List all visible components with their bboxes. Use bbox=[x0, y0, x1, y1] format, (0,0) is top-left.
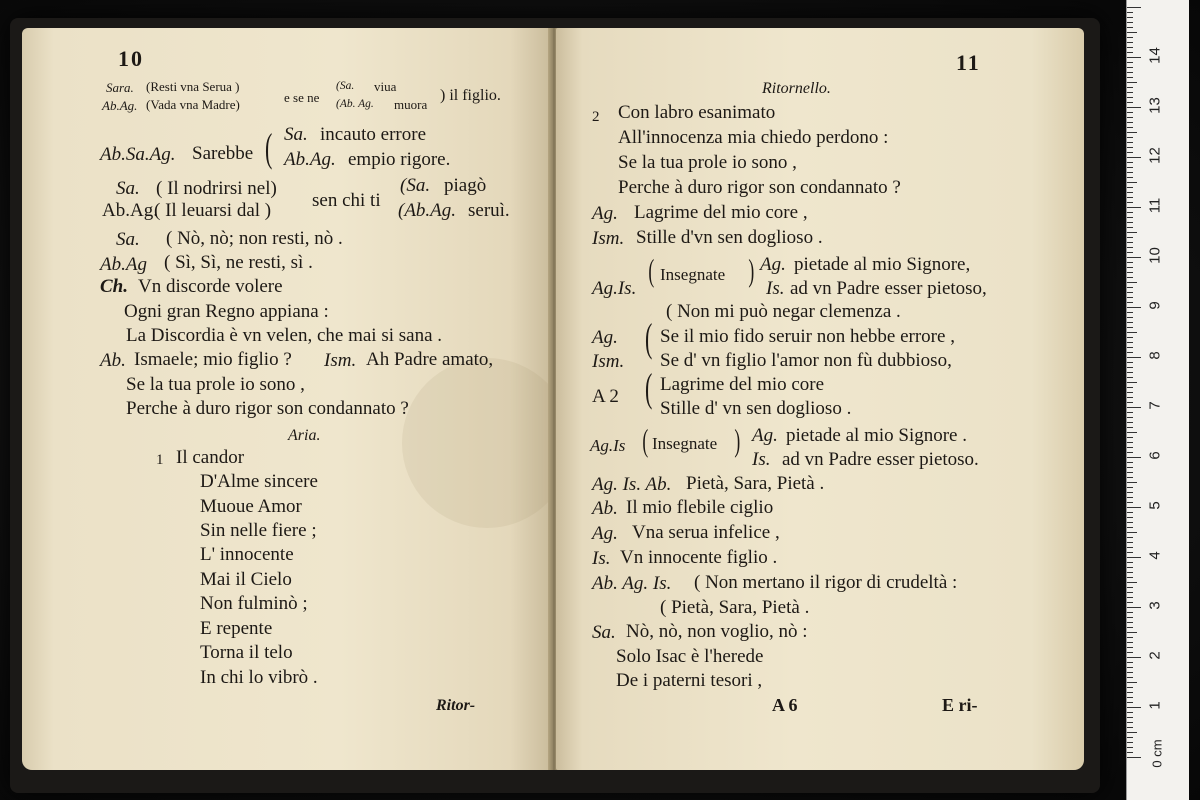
ruler-tick bbox=[1127, 257, 1141, 258]
verse-line: Nò, nò, non voglio, nò : bbox=[626, 621, 808, 642]
ruler-tick bbox=[1127, 587, 1133, 588]
speaker-label: Ag.Is bbox=[590, 436, 626, 455]
ruler-number: 8 bbox=[1146, 351, 1164, 360]
ruler-number: 9 bbox=[1146, 301, 1164, 310]
ruler-tick bbox=[1127, 192, 1133, 193]
ruler-tick bbox=[1127, 92, 1133, 93]
ruler-tick bbox=[1127, 352, 1133, 353]
verse-line: empio rigore. bbox=[348, 149, 451, 170]
ruler-tick bbox=[1127, 392, 1133, 393]
speaker-label: Sa. bbox=[116, 229, 140, 250]
ruler-tick bbox=[1127, 657, 1141, 658]
verse-line: sen chi ti bbox=[312, 190, 381, 211]
ruler-tick bbox=[1127, 47, 1133, 48]
verse-line: (Vada vna Madre) bbox=[146, 97, 240, 112]
ruler-tick bbox=[1127, 197, 1133, 198]
ruler-tick bbox=[1127, 397, 1133, 398]
verse-line: ( Sì, Sì, ne resti, sì . bbox=[164, 252, 313, 273]
verse-line: Ismaele; mio figlio ? bbox=[134, 349, 292, 370]
speaker-label: Sara. bbox=[106, 80, 134, 95]
ruler-tick bbox=[1127, 322, 1133, 323]
ruler-tick bbox=[1127, 112, 1133, 113]
ruler-tick bbox=[1127, 302, 1133, 303]
ruler-tick bbox=[1127, 117, 1133, 118]
catchword: Ritor- bbox=[436, 697, 476, 714]
verse-line: ( Pietà, Sara, Pietà . bbox=[660, 597, 810, 618]
speaker-label: Ab.Ag. bbox=[102, 200, 158, 221]
ruler-tick bbox=[1127, 442, 1133, 443]
ruler-tick bbox=[1127, 727, 1133, 728]
ruler-tick bbox=[1127, 722, 1133, 723]
ruler-tick bbox=[1127, 452, 1133, 453]
speaker-label: (Sa. bbox=[336, 80, 355, 92]
ruler-tick bbox=[1127, 477, 1133, 478]
speaker-label: Ch. bbox=[100, 276, 128, 297]
verse-line: Insegnate bbox=[652, 434, 718, 453]
ruler-tick bbox=[1127, 262, 1133, 263]
ruler-tick bbox=[1127, 567, 1133, 568]
ruler-tick bbox=[1127, 377, 1133, 378]
verse-line: Il mio flebile ciglio bbox=[626, 497, 774, 518]
ruler-tick bbox=[1127, 522, 1133, 523]
ruler-tick bbox=[1127, 702, 1133, 703]
ruler-tick bbox=[1127, 167, 1133, 168]
ruler-tick bbox=[1127, 637, 1133, 638]
verse-line: viua bbox=[374, 79, 397, 94]
verse-line: Lagrime del mio core , bbox=[634, 202, 808, 223]
ruler-tick bbox=[1127, 517, 1133, 518]
verse-line: Se la tua prole io sono , bbox=[126, 374, 305, 395]
verse-line: Ah Padre amato, bbox=[366, 349, 494, 370]
ruler-tick bbox=[1127, 732, 1137, 733]
ruler-number: 1 bbox=[1146, 701, 1164, 710]
ruler-tick bbox=[1127, 607, 1141, 608]
paper-stain bbox=[402, 358, 552, 528]
verse-line: Stille d'vn sen doglioso . bbox=[636, 227, 823, 248]
speaker-label: Is. bbox=[592, 548, 611, 569]
speaker-label: Ag. bbox=[752, 425, 778, 446]
verse-line: muora bbox=[394, 97, 428, 112]
ruler-tick bbox=[1127, 437, 1133, 438]
aria-line: Non fulminò ; bbox=[200, 593, 308, 614]
ruler-tick bbox=[1127, 487, 1133, 488]
ruler-tick bbox=[1127, 592, 1133, 593]
verse-line: Stille d' vn sen doglioso . bbox=[660, 398, 852, 419]
ruler-tick bbox=[1127, 612, 1133, 613]
ruler-tick bbox=[1127, 307, 1141, 308]
ruler-tick bbox=[1127, 72, 1133, 73]
aria-line: In chi lo vibrò . bbox=[200, 667, 318, 688]
aria-line: E repente bbox=[200, 618, 273, 639]
ruler-tick bbox=[1127, 252, 1133, 253]
speaker-label: Ab. bbox=[100, 350, 126, 371]
ruler-tick bbox=[1127, 152, 1133, 153]
ruler-tick bbox=[1127, 332, 1137, 333]
verse-line: All'innocenza mia chiedo perdono : bbox=[618, 127, 889, 148]
ruler-tick bbox=[1127, 642, 1133, 643]
ruler-tick bbox=[1127, 372, 1133, 373]
ruler-tick bbox=[1127, 527, 1133, 528]
verse-line: Vna serua infelice , bbox=[632, 522, 780, 543]
ruler-tick bbox=[1127, 292, 1133, 293]
ruler-tick bbox=[1127, 337, 1133, 338]
ruler-tick bbox=[1127, 317, 1133, 318]
ruler-tick bbox=[1127, 467, 1133, 468]
brace: ( bbox=[642, 422, 649, 458]
ruler-tick bbox=[1127, 367, 1133, 368]
ruler-tick bbox=[1127, 747, 1133, 748]
verse-line: ( Nò, nò; non resti, nò . bbox=[166, 228, 343, 249]
ruler-tick bbox=[1127, 137, 1133, 138]
speaker-label: (Ab.Ag. bbox=[398, 200, 457, 221]
speaker-label: Ism. bbox=[324, 350, 357, 371]
ruler-number: 11 bbox=[1146, 197, 1164, 214]
verse-line: Sarebbe bbox=[192, 143, 254, 164]
verse-line: La Discordia è vn velen, che mai si sana . bbox=[126, 325, 443, 346]
right-page bbox=[556, 28, 1084, 770]
ruler-tick bbox=[1127, 147, 1133, 148]
stanza-number: 2 bbox=[592, 109, 600, 125]
verse-line: pietade al mio Signore . bbox=[786, 425, 967, 446]
ruler-tick bbox=[1127, 157, 1141, 158]
ruler-tick bbox=[1127, 692, 1133, 693]
ruler-tick bbox=[1127, 312, 1133, 313]
verse-line: ad vn Padre esser pietoso. bbox=[782, 449, 979, 470]
section-heading: Ritornello. bbox=[762, 80, 831, 97]
ruler-tick bbox=[1127, 102, 1133, 103]
verse-line: Se d' vn figlio l'amor non fù dubbioso, bbox=[660, 350, 952, 371]
ruler-tick bbox=[1127, 662, 1133, 663]
ruler-tick bbox=[1127, 717, 1133, 718]
ruler-tick bbox=[1127, 577, 1133, 578]
verse-line: Vn innocente figlio . bbox=[620, 547, 778, 568]
ruler-tick bbox=[1127, 217, 1133, 218]
ruler-number: 4 bbox=[1146, 551, 1164, 560]
speaker-label: Ag. bbox=[592, 203, 618, 224]
verse-line: Vn discorde volere bbox=[138, 276, 283, 297]
ruler-number: 2 bbox=[1146, 651, 1164, 660]
ruler-tick bbox=[1127, 457, 1141, 458]
ruler-tick bbox=[1127, 287, 1133, 288]
speaker-label: Ab. Ag. Is. bbox=[592, 573, 672, 594]
ruler-tick bbox=[1127, 482, 1137, 483]
aria-line: Torna il telo bbox=[200, 642, 293, 663]
ruler-tick bbox=[1127, 667, 1133, 668]
ruler-tick bbox=[1127, 632, 1137, 633]
ruler-tick bbox=[1127, 67, 1133, 68]
verse-line: ( Non mi può negar clemenza . bbox=[666, 301, 901, 322]
brace: ( bbox=[644, 315, 653, 360]
ruler-tick bbox=[1127, 682, 1137, 683]
speaker-label: Ag. bbox=[592, 327, 618, 348]
brace: ) bbox=[734, 422, 741, 458]
speaker-label: Ism. bbox=[592, 228, 625, 249]
ruler-tick bbox=[1127, 57, 1141, 58]
speaker-label: Sa. bbox=[284, 124, 308, 145]
ruler-tick bbox=[1127, 507, 1141, 508]
ruler-tick bbox=[1127, 172, 1133, 173]
ruler-tick bbox=[1127, 227, 1133, 228]
ruler-tick bbox=[1127, 282, 1137, 283]
ruler-tick bbox=[1127, 212, 1133, 213]
ruler-tick bbox=[1127, 547, 1133, 548]
aria-line: Mai il Cielo bbox=[200, 569, 292, 590]
ruler-tick bbox=[1127, 387, 1133, 388]
ruler-tick bbox=[1127, 7, 1141, 8]
aria-line: Sin nelle fiere ; bbox=[200, 520, 317, 541]
speaker-label: Is. bbox=[766, 278, 785, 299]
verse-line: incauto errore bbox=[320, 124, 427, 145]
ruler-tick bbox=[1127, 27, 1133, 28]
ruler-tick bbox=[1127, 557, 1141, 558]
brace: ( bbox=[644, 365, 653, 410]
stanza-number: 1 bbox=[156, 452, 164, 468]
verse-line: ( Il nodrirsi nel) bbox=[156, 178, 277, 199]
ruler-number: 3 bbox=[1146, 601, 1164, 610]
ruler-tick bbox=[1127, 327, 1133, 328]
ruler-tick bbox=[1127, 182, 1137, 183]
ruler-tick bbox=[1127, 552, 1133, 553]
ruler-tick bbox=[1127, 707, 1141, 708]
verse-line: Ogni gran Regno appiana : bbox=[124, 301, 329, 322]
section-heading: Aria. bbox=[288, 427, 321, 444]
ruler-tick bbox=[1127, 187, 1133, 188]
ruler-tick bbox=[1127, 242, 1133, 243]
verse-line: Insegnate bbox=[660, 265, 726, 284]
speaker-label: (Ab. Ag. bbox=[336, 98, 374, 110]
ruler-tick bbox=[1127, 402, 1133, 403]
speaker-label: Is. bbox=[752, 449, 771, 470]
ruler-tick bbox=[1127, 472, 1133, 473]
page-number-right: 11 bbox=[956, 50, 981, 75]
ruler-tick bbox=[1127, 532, 1137, 533]
ruler-tick bbox=[1127, 87, 1133, 88]
speaker-label: Ag. bbox=[760, 254, 786, 275]
speaker-label: Ab.Ag bbox=[100, 254, 147, 275]
ruler-tick bbox=[1127, 37, 1133, 38]
ruler-tick bbox=[1127, 427, 1133, 428]
ruler-tick bbox=[1127, 232, 1137, 233]
speaker-label: Ag. bbox=[592, 523, 618, 544]
speaker-label: (Sa. bbox=[400, 175, 431, 196]
ruler-tick bbox=[1127, 677, 1133, 678]
ruler-tick bbox=[1127, 17, 1133, 18]
ruler-tick bbox=[1127, 462, 1133, 463]
ruler-number: 13 bbox=[1146, 97, 1164, 114]
verse-line: Perche à duro rigor son condannato ? bbox=[126, 398, 409, 419]
ruler-tick bbox=[1127, 582, 1137, 583]
ruler-tick bbox=[1127, 77, 1133, 78]
page-number-left: 10 bbox=[118, 46, 144, 71]
ruler-number: 10 bbox=[1146, 247, 1164, 264]
ruler-tick bbox=[1127, 32, 1137, 33]
ruler-tick bbox=[1127, 512, 1133, 513]
ruler-tick bbox=[1127, 687, 1133, 688]
ruler-tick bbox=[1127, 647, 1133, 648]
ruler-tick bbox=[1127, 12, 1133, 13]
verse-line: e se ne bbox=[284, 90, 320, 105]
ruler-tick bbox=[1127, 297, 1133, 298]
speaker-label: Ab.Sa.Ag. bbox=[100, 144, 176, 165]
aria-line: L' innocente bbox=[200, 544, 294, 565]
ruler-tick bbox=[1127, 497, 1133, 498]
speaker-label: Ism. bbox=[592, 351, 625, 372]
ruler-tick bbox=[1127, 362, 1133, 363]
ruler-tick bbox=[1127, 122, 1133, 123]
ruler-tick bbox=[1127, 492, 1133, 493]
verse-line: piagò bbox=[444, 175, 487, 196]
left-page bbox=[22, 28, 552, 770]
verse-line: Perche à duro rigor son condannato ? bbox=[618, 177, 901, 198]
ruler-tick bbox=[1127, 737, 1133, 738]
ruler-tick bbox=[1127, 412, 1133, 413]
ruler-tick bbox=[1127, 357, 1141, 358]
speaker-label: A 2 bbox=[592, 386, 619, 407]
speaker-label: Ag.Is. bbox=[592, 278, 637, 299]
speaker-label: Ag. Is. Ab. bbox=[592, 474, 672, 495]
verse-line: Con labro esanimato bbox=[618, 102, 776, 123]
ruler-tick bbox=[1127, 222, 1133, 223]
ruler-tick bbox=[1127, 247, 1133, 248]
ruler-tick bbox=[1127, 22, 1133, 23]
ruler-tick bbox=[1127, 142, 1133, 143]
ruler-tick bbox=[1127, 342, 1133, 343]
ruler-tick bbox=[1127, 542, 1133, 543]
ruler-tick bbox=[1127, 617, 1133, 618]
ruler-tick bbox=[1127, 347, 1133, 348]
ruler-tick bbox=[1127, 652, 1133, 653]
ruler-tick bbox=[1127, 417, 1133, 418]
verse-line: ) il figlio. bbox=[440, 87, 501, 104]
ruler-tick bbox=[1127, 52, 1133, 53]
ruler-tick bbox=[1127, 127, 1133, 128]
ruler-tick bbox=[1127, 742, 1133, 743]
ruler-tick bbox=[1127, 432, 1137, 433]
ruler-tick bbox=[1127, 752, 1133, 753]
ruler-tick bbox=[1127, 697, 1133, 698]
verse-line: ( Non mertano il rigor di crudeltà : bbox=[694, 572, 958, 593]
aria-line: D'Alme sincere bbox=[200, 471, 318, 492]
ruler-number: 6 bbox=[1146, 451, 1164, 460]
verse-line: seruì. bbox=[468, 200, 510, 221]
ruler-tick bbox=[1127, 82, 1137, 83]
ruler-tick bbox=[1127, 162, 1133, 163]
verse-line: ad vn Padre esser pietoso, bbox=[790, 278, 987, 299]
ruler-tick bbox=[1127, 272, 1133, 273]
ruler-tick bbox=[1127, 177, 1133, 178]
verse-line: Solo Isac è l'herede bbox=[616, 646, 764, 667]
ruler-tick bbox=[1127, 572, 1133, 573]
verse-line: Se la tua prole io sono , bbox=[618, 152, 797, 173]
ruler-number: 7 bbox=[1146, 401, 1164, 410]
verse-line: Pietà, Sara, Pietà . bbox=[686, 473, 825, 494]
ruler-number: 12 bbox=[1146, 147, 1164, 164]
aria-line: Il candor bbox=[176, 447, 245, 468]
speaker-label: Ab. bbox=[592, 498, 618, 519]
ruler-tick bbox=[1127, 502, 1133, 503]
ruler-tick bbox=[1127, 627, 1133, 628]
aria-line: Muoue Amor bbox=[200, 496, 302, 517]
signature-mark: A 6 bbox=[772, 695, 798, 715]
ruler-tick bbox=[1127, 97, 1133, 98]
ruler-number: 5 bbox=[1146, 501, 1164, 510]
ruler-tick bbox=[1127, 757, 1141, 758]
ruler-tick bbox=[1127, 202, 1133, 203]
ruler-tick bbox=[1127, 267, 1133, 268]
ruler-tick bbox=[1127, 602, 1133, 603]
verse-line: pietade al mio Signore, bbox=[794, 254, 971, 275]
ruler-tick bbox=[1127, 277, 1133, 278]
speaker-label: Sa. bbox=[592, 622, 616, 643]
ruler-tick bbox=[1127, 672, 1133, 673]
ruler-tick bbox=[1127, 107, 1141, 108]
verse-line: Lagrime del mio core bbox=[660, 374, 825, 395]
catchword: E ri- bbox=[942, 695, 978, 715]
speaker-label: Sa. bbox=[116, 178, 140, 199]
brace: ( bbox=[648, 252, 655, 288]
ruler-tick bbox=[1127, 712, 1133, 713]
ruler-tick bbox=[1127, 42, 1133, 43]
ruler-tick bbox=[1127, 447, 1133, 448]
ruler-tick bbox=[1127, 407, 1141, 408]
ruler-number: 14 bbox=[1146, 47, 1164, 64]
brace: ) bbox=[748, 252, 755, 288]
verse-line: ( Il leuarsi dal ) bbox=[154, 200, 272, 221]
verse-line: De i paterni tesori , bbox=[616, 670, 763, 691]
ruler-tick bbox=[1127, 382, 1137, 383]
ruler-tick bbox=[1127, 562, 1133, 563]
ruler-tick bbox=[1127, 597, 1133, 598]
ruler-tick bbox=[1127, 132, 1137, 133]
verse-line: Se il mio fido seruir non hebbe errore , bbox=[660, 326, 955, 347]
speaker-label: Ab.Ag. bbox=[284, 149, 336, 170]
measurement-ruler bbox=[1126, 0, 1189, 800]
speaker-label: Ab.Ag. bbox=[102, 98, 138, 113]
verse-line: (Resti vna Serua ) bbox=[146, 79, 240, 94]
ruler-tick bbox=[1127, 537, 1133, 538]
ruler-tick bbox=[1127, 622, 1133, 623]
ruler-tick bbox=[1127, 207, 1141, 208]
ruler-tick bbox=[1127, 422, 1133, 423]
brace: ( bbox=[264, 125, 273, 170]
ruler-tick bbox=[1127, 62, 1133, 63]
ruler-unit-label: 0 cm bbox=[1149, 739, 1165, 768]
ruler-tick bbox=[1127, 237, 1133, 238]
